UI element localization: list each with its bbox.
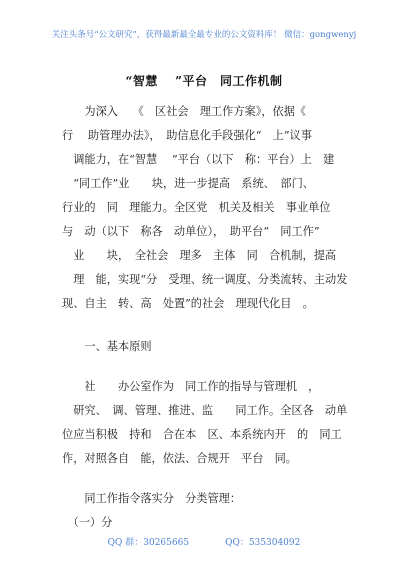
body-line: 作，对照各自 能，依法、合规开 平台 同。 (62, 452, 297, 465)
body-line: 同工作指令落实分 分类管理： (62, 492, 242, 505)
section-heading: 一、基本原则 (62, 340, 152, 353)
body-line: 理 能，实现“分 受理、统一调度、分类流转、主动发 (62, 273, 348, 286)
bottom-banner: QQ 群：30265665 QQ：535304092 (107, 538, 301, 548)
top-banner: 关注头条号“公文研究”，获得最新最全最专业的公文资料库！ 微信：gongwenyj (51, 30, 357, 40)
body-line: 现、自主 转、高 处置”的社会 理现代化目 。 (62, 297, 314, 310)
body-line: 行业的 同 理能力。全区党 机关及相关 事业单位 (62, 201, 331, 214)
body-line: 与 动（以下 称各 动单位）， 助平台“ 同工作” (62, 225, 320, 238)
body-line: 社 办公室作为 同工作的指导与管理机 ， (62, 380, 320, 393)
body-line: 行 助管理办法》， 助信息化手段强化“ 上”议事 (62, 129, 312, 142)
body-line: 位应当积极 持和 合在本 区、本系统内开 的 同工 (62, 428, 342, 441)
body-line: 业 块， 全社会 理多 主体 同 合机制，提高 (62, 249, 337, 262)
subsection-heading: （一）分 (62, 516, 113, 529)
body-line: “同工作”业 块，进一步提高 系统、 部门、 (62, 177, 314, 190)
body-line: 研究、 调、管理、推进、监 同工作。全区各 动单 (62, 404, 348, 417)
body-line: 为深入 《 区社会 理工作方案》，依据《 (62, 105, 307, 118)
body-line: 调能力，在“智慧 ”平台（以下 称：平台）上 建 (62, 153, 335, 166)
document-title: “智慧 ”平台 同工作机制 (125, 74, 283, 88)
